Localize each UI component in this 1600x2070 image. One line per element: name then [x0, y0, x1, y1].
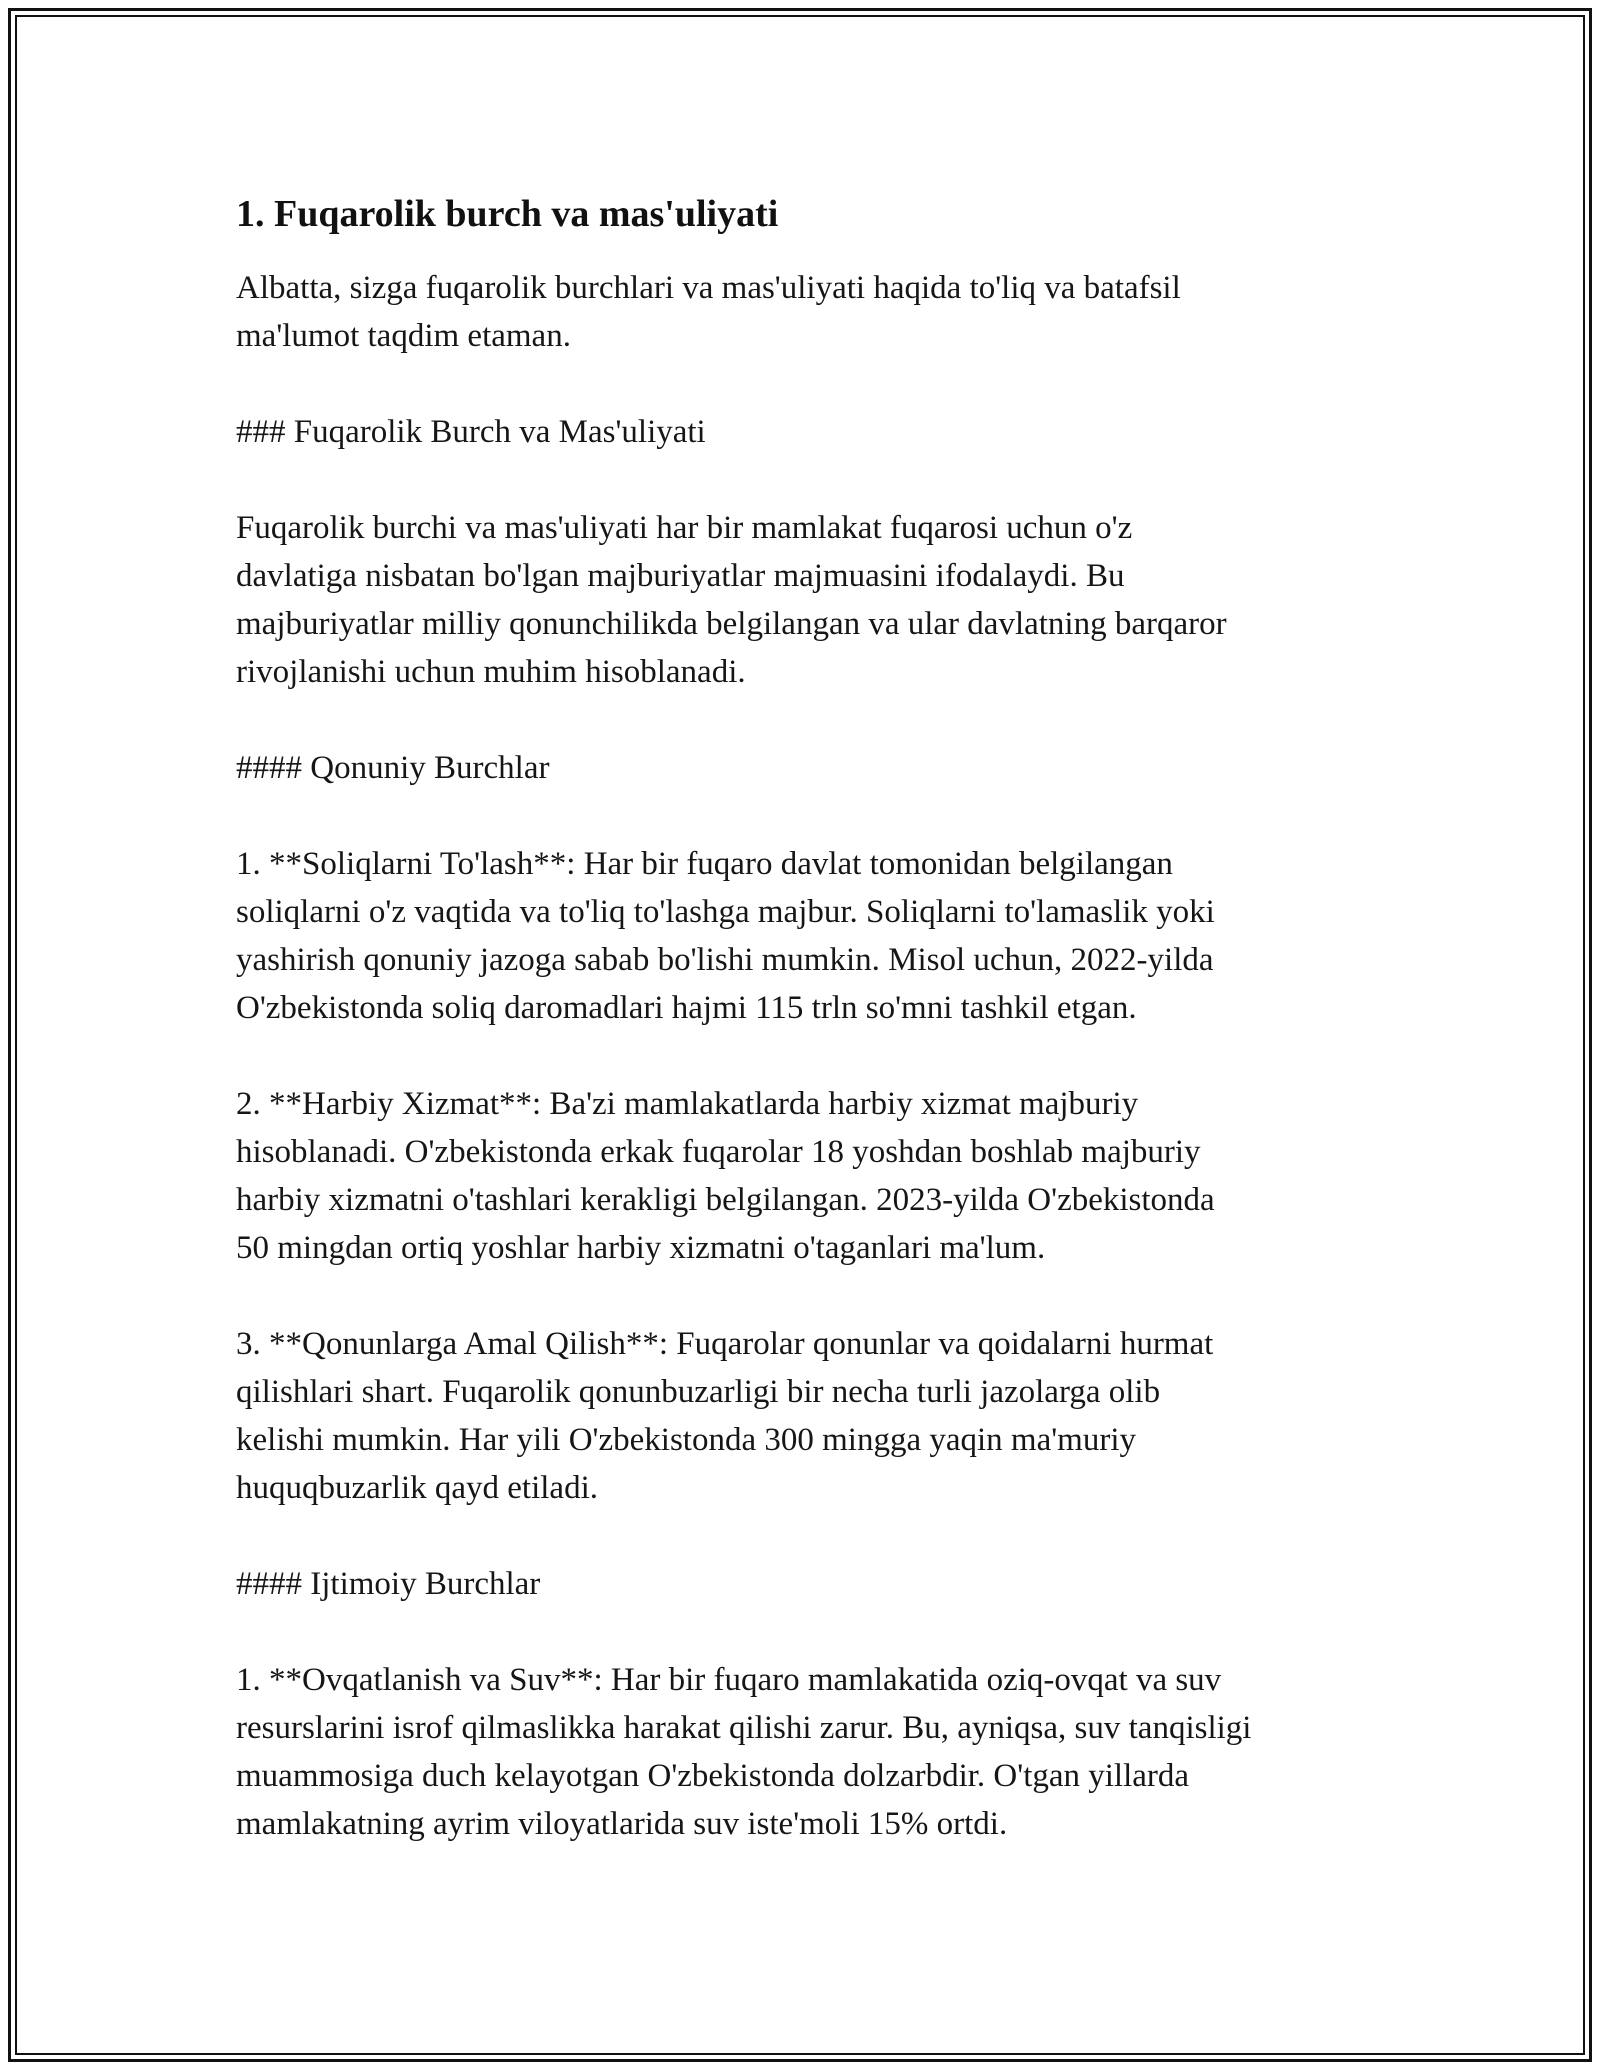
spacer [236, 1608, 1386, 1656]
document-body [236, 190, 1386, 1848]
spacer [236, 360, 1386, 408]
spacer [236, 456, 1386, 504]
spacer [236, 1512, 1386, 1560]
list-item-ovqatlanish-suv: 1. **Ovqatlanish va Suv**: Har bir fuqaro mamlakatida oziq-ovqat va suv resurslarini isrof qilmaslikka harakat qilishi zarur. Bu, ayniqsa, suv tanqisligi muammosiga duch kelayotgan O'zbekistonda dolzarbdir. O'tgan yillarda mamlakatning ayrim viloyatlarida suv iste'moli 15% ortdi. [236, 1662, 1252, 1842]
spacer [236, 792, 1386, 840]
subheading-ijtimoiy-burchlar: #### Ijtimoiy Burchlar [236, 1566, 541, 1602]
intro-paragraph: Albatta, sizga fuqarolik burchlari va mas'uliyati haqida to'liq va batafsil ma'lumot taqdim etaman. [236, 270, 1181, 354]
spacer [236, 1272, 1386, 1320]
list-item-soliqlar: 1. **Soliqlarni To'lash**: Har bir fuqaro davlat tomonidan belgilangan soliqlarni o'z vaqtida va to'liq to'lashga majbur. Soliqlarni to'lamaslik yoki yashirish qonuniy jazoga sabab bo'lishi mumkin. Misol uchun, 2022-yilda O'zbekistonda soliq daromadlari hajmi 115 trln so'mni tashkil etgan. [236, 846, 1215, 1026]
spacer [236, 1032, 1386, 1080]
subheading-qonuniy-burchlar: #### Qonuniy Burchlar [236, 750, 550, 786]
section-heading-fuqarolik-burch: ### Fuqarolik Burch va Mas'uliyati [236, 414, 706, 450]
list-item-harbiy-xizmat: 2. **Harbiy Xizmat**: Ba'zi mamlakatlarda harbiy xizmat majburiy hisoblanadi. O'zbekistonda erkak fuqarolar 18 yoshdan boshlab majburiy harbiy xizmatni o'tashlari kerakligi belgilangan. 2023-yilda O'zbekistonda 50 mingdan ortiq yoshlar harbiy xizmatni o'taganlari ma'lum. [236, 1086, 1215, 1266]
list-item-qonunlarga-amal: 3. **Qonunlarga Amal Qilish**: Fuqarolar qonunlar va qoidalarni hurmat qilishlari shart. Fuqarolik qonunbuzarligi bir necha turli jazolarga olib kelishi mumkin. Har yili O'zbekistonda 300 mingga yaqin ma'muriy huquqbuzarlik qayd etiladi. [236, 1326, 1214, 1506]
definition-paragraph: Fuqarolik burchi va mas'uliyati har bir mamlakat fuqarosi uchun o'z davlatiga nisbatan bo'lgan majburiyatlar majmuasini ifodalaydi. Bu majburiyatlar milliy qonunchilikda belgilangan va ular davlatning barqaror rivojlanishi uchun muhim hisoblanadi. [236, 510, 1227, 690]
spacer [236, 696, 1386, 744]
spacer [236, 238, 1386, 264]
document-title: 1. Fuqarolik burch va mas'uliyati [236, 193, 779, 235]
